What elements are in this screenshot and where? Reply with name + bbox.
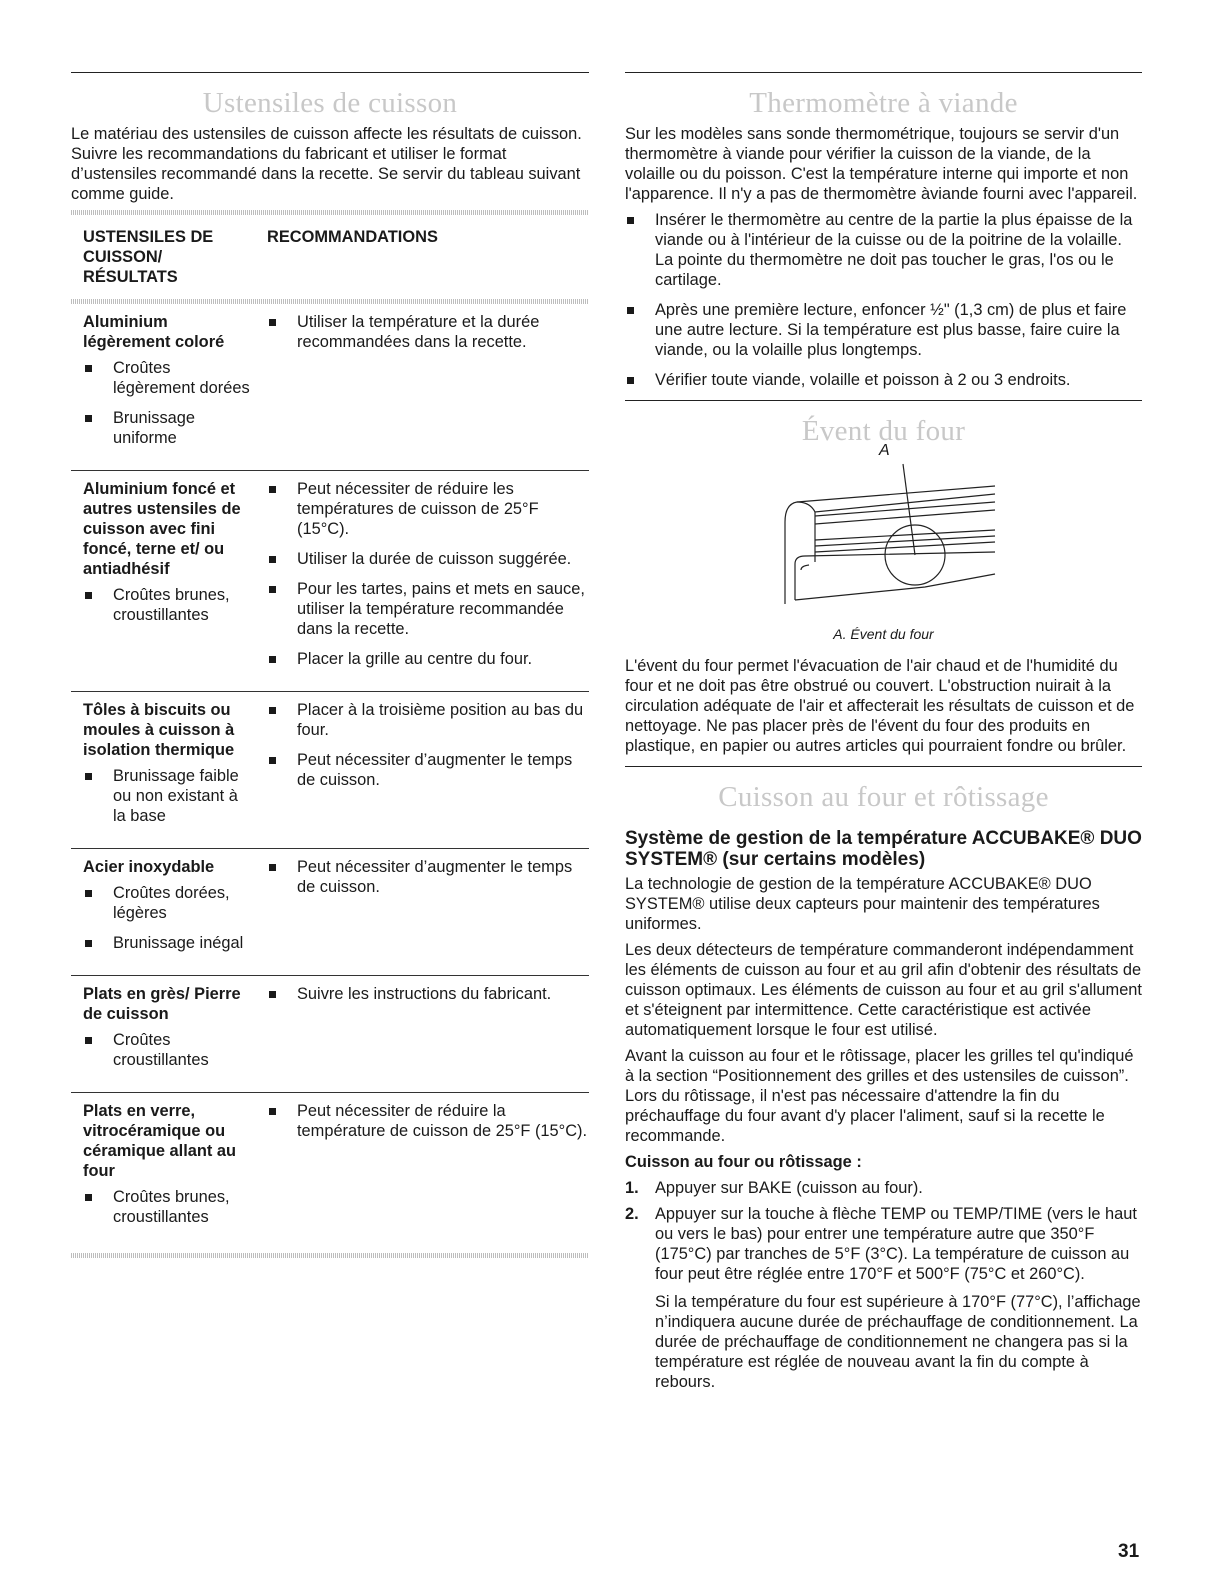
accubake-p1: La technologie de gestion de la température ACCUBAKE® DUO SYSTEM® utilise deux capteurs pour maintenir des températures uniformes. <box>625 875 1100 933</box>
section-title-vent: Évent du four <box>801 415 966 447</box>
accubake-p3: Avant la cuisson au four et le rôtissage, placer les grilles tel qu'indiqué à la section “Positionnement des grilles et des ustensiles de cuisson”. Lors du rôtissage, il n'est pas nécessaire d'attendre la fin du préchauffage du four avant d'y placer l'aliment, sauf si la recette le recommande. <box>625 1047 1134 1145</box>
list-item: Croûtes dorées, légères <box>83 883 255 923</box>
list-item: Insérer le thermomètre au centre de la partie la plus épaisse de la viande ou à l'intérieur de la cuisse ou de la poitrine de la volaille. La pointe du thermomètre ne doit pas toucher le gras, l'os ou le cartilage. <box>625 210 1142 290</box>
section-rule <box>625 72 1142 73</box>
list-item: Après une première lecture, enfoncer ½" (1,3 cm) de plus et faire une autre lecture. Si la température est plus basse, faire cuire la viande, ou la volaille plus longtemps. <box>625 300 1142 360</box>
table-header-recommendations: RECOMMANDATIONS <box>267 228 438 246</box>
recommendations-cell <box>255 304 589 471</box>
list-item: Peut nécessiter de réduire les températures de cuisson de 25°F (15°C). <box>267 479 589 539</box>
cookware-cell <box>71 304 255 471</box>
cookware-cell <box>71 976 255 1093</box>
vent-caption: A. Évent du four <box>833 626 934 642</box>
step-text: Appuyer sur la touche à flèche TEMP ou TEMP/TIME (vers le haut ou vers le bas) pour entrer une température autre que 350°F (175°C) par tranches de 5°F (3°C). La température de cuisson au four peut être réglée entre 170°F et 500°F (75°C et 260°C). <box>655 1205 1137 1283</box>
table-row <box>71 471 589 692</box>
table-row <box>71 976 589 1093</box>
cookware-cell <box>71 471 255 692</box>
material-name: Acier inoxydable <box>83 858 215 876</box>
table-bottom-rule <box>71 1253 589 1258</box>
list-item: Brunissage faible ou non existant à la base <box>83 766 255 826</box>
section-title-baking: Cuisson au four et rôtissage <box>718 781 1049 813</box>
step-item <box>625 1178 1142 1198</box>
section-title-thermometer: Thermomètre à viande <box>749 87 1018 119</box>
recommendations-list <box>267 857 589 897</box>
list-item: Pour les tartes, pains et mets en sauce, utiliser la température recommandée dans la recette. <box>267 579 589 639</box>
step-number: 1. <box>625 1179 639 1197</box>
list-item: Suivre les instructions du fabricant. <box>267 984 589 1004</box>
accubake-heading: Système de gestion de la température ACCUBAKE® DUO SYSTEM® (sur certains modèles) <box>625 828 1142 870</box>
list-item: Peut nécessiter d’augmenter le temps de cuisson. <box>267 750 589 790</box>
step-item <box>625 1204 1142 1392</box>
right-column <box>625 72 1142 1398</box>
oven-vent-drawing <box>625 452 1142 620</box>
results-list <box>83 766 255 826</box>
results-list <box>83 585 255 625</box>
left-column <box>71 72 589 1258</box>
list-item: Croûtes brunes, croustillantes <box>83 585 255 625</box>
material-name: Plats en grès/ Pierre de cuisson <box>83 985 241 1023</box>
table-row <box>71 1093 589 1250</box>
step-number: 2. <box>625 1205 639 1223</box>
thermometer-bullets <box>625 210 1142 390</box>
list-item: Peut nécessiter d’augmenter le temps de cuisson. <box>267 857 589 897</box>
baking-steps-heading: Cuisson au four ou rôtissage : <box>625 1153 862 1171</box>
material-name: Aluminium légèrement coloré <box>83 313 225 351</box>
cookware-cell <box>71 1093 255 1250</box>
page-number: 31 <box>1118 1541 1140 1562</box>
results-list <box>83 358 255 448</box>
table-row <box>71 304 589 471</box>
cookware-cell <box>71 849 255 976</box>
step-note: Si la température du four est supérieure à 170°F (77°C), l’affichage n’indiquera aucune durée de préchauffage de conditionnement. La durée de préchauffage de conditionnement ne changera pas si la température est réglée de nouveau avant la fin du compte à rebours. <box>655 1293 1141 1391</box>
table-header-cookware: USTENSILES DE CUISSON/ RÉSULTATS <box>83 228 214 286</box>
results-list <box>83 1030 255 1070</box>
recommendations-cell <box>255 1093 589 1250</box>
material-name: Aluminium foncé et autres ustensiles de cuisson avec fini foncé, terne et/ ou antiadhésif <box>83 480 241 578</box>
table-row <box>71 692 589 849</box>
recommendations-cell <box>255 849 589 976</box>
cookware-intro: Le matériau des ustensiles de cuisson affecte les résultats de cuisson. Suivre les recommandations du fabricant et utiliser le format d’ustensiles recommandé dans la recette. Se servir du tableau suivant comme guide. <box>71 125 582 203</box>
recommendations-list <box>267 700 589 790</box>
vent-label-a: A <box>879 442 890 459</box>
cookware-table <box>71 215 589 1249</box>
vent-text: L'évent du four permet l'évacuation de l'air chaud et de l'humidité du four et ne doit pas être obstrué ou couvert. L'obstruction nuirait à la circulation adéquate de l'air et affecterait les résultats de cuisson et de nettoyage. Ne pas placer près de l'évent du four des produits en plastique, en papier ou autres articles qui pourraient fondre ou brûler. <box>625 657 1135 755</box>
recommendations-cell <box>255 471 589 692</box>
list-item: Placer la grille au centre du four. <box>267 649 589 669</box>
table-row <box>71 849 589 976</box>
accubake-p2: Les deux détecteurs de température commanderont indépendamment les éléments de cuisson au four et au gril afin d'obtenir des résultats de cuisson optimaux. Les éléments de cuisson au four et au gril s'allument et s'éteignent par intermittence. Cette caractéristique est activée automatiquement lorsque le four est utilisé. <box>625 941 1142 1039</box>
recommendations-list <box>267 312 589 352</box>
section-rule <box>625 766 1142 767</box>
cookware-cell <box>71 692 255 849</box>
recommendations-list <box>267 1101 589 1141</box>
list-item: Peut nécessiter de réduire la température de cuisson de 25°F (15°C). <box>267 1101 589 1141</box>
results-list <box>83 883 255 953</box>
list-item: Brunissage uniforme <box>83 408 255 448</box>
vent-illustration <box>625 442 1142 620</box>
recommendations-list <box>267 479 589 669</box>
step-text: Appuyer sur BAKE (cuisson au four). <box>655 1179 923 1197</box>
list-item: Vérifier toute viande, volaille et poisson à 2 ou 3 endroits. <box>625 370 1142 390</box>
section-rule <box>625 400 1142 401</box>
recommendations-list <box>267 984 589 1004</box>
section-title-cookware: Ustensiles de cuisson <box>202 87 458 119</box>
recommendations-cell <box>255 976 589 1093</box>
material-name: Tôles à biscuits ou moules à cuisson à isolation thermique <box>83 701 235 759</box>
baking-steps <box>625 1178 1142 1392</box>
thermometer-intro: Sur les modèles sans sonde thermométrique, toujours se servir d'un thermomètre à viande pour vérifier la cuisson de la viande, de la volaille ou du poisson. C'est la température interne qui importe et non l'apparence. Il n'y a pas de thermomètre àviande fourni avec l'appareil. <box>625 125 1138 203</box>
list-item: Croûtes croustillantes <box>83 1030 255 1070</box>
list-item: Placer à la troisième position au bas du four. <box>267 700 589 740</box>
list-item: Croûtes brunes, croustillantes <box>83 1187 255 1227</box>
list-item: Brunissage inégal <box>83 933 255 953</box>
list-item: Croûtes légèrement dorées <box>83 358 255 398</box>
material-name: Plats en verre, vitrocéramique ou céramique allant au four <box>83 1102 237 1180</box>
list-item: Utiliser la durée de cuisson suggérée. <box>267 549 589 569</box>
section-rule <box>71 72 589 73</box>
list-item: Utiliser la température et la durée recommandées dans la recette. <box>267 312 589 352</box>
recommendations-cell <box>255 692 589 849</box>
results-list <box>83 1187 255 1227</box>
